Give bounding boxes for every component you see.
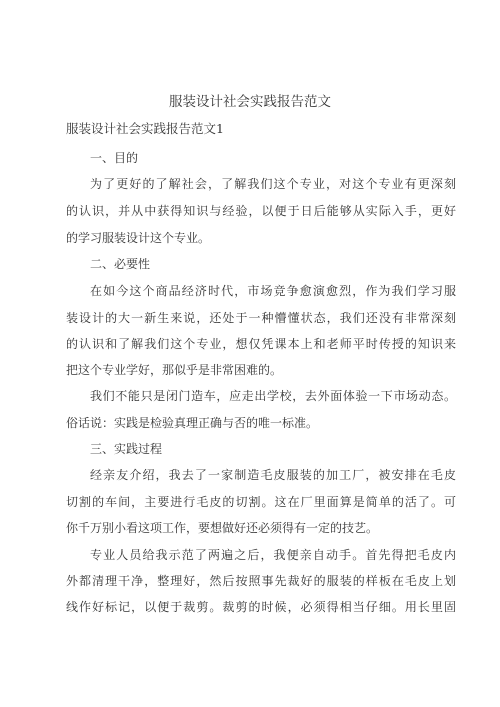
paragraph-line: 线作好标记，以便于裁剪。裁剪的时候，必须得相当仔细。用长里固	[66, 600, 456, 614]
paragraph-line: 装设计的大一新生来说，还处于一种懵懂状态，我们还没有非常深刻	[66, 311, 456, 325]
paragraph-line: 在如今这个商品经济时代，市场竞争愈演愈烈，作为我们学习服	[90, 284, 456, 298]
paragraph-line: 把这个专业学好，那似乎是非常困难的。	[66, 363, 283, 377]
paragraph-line: 专业人员给我示范了两遍之后，我便亲自动手。首先得把毛皮内	[90, 548, 456, 562]
paragraph-line: 俗话说：实践是检验真理正确与否的唯一标准。	[66, 416, 319, 430]
section-heading: 一、目的	[90, 151, 139, 165]
paragraph-line: 切割的车间，主要进行毛皮的切割。这在厂里面算是简单的活了。可	[66, 495, 456, 509]
document-title: 服装设计社会实践报告范文	[169, 94, 331, 110]
paragraph-line: 的认识和了解我们这个专业，想仅凭课本上和老师平时传授的知识来	[66, 337, 456, 351]
paragraph-line: 我们不能只是闭门造车，应走出学校，去外面体验一下市场动态。	[90, 389, 456, 403]
section-heading: 三、实践过程	[90, 442, 163, 456]
paragraph-line: 的认识，并从中获得知识与经验，以便于日后能够从实际入手，更好	[66, 204, 456, 218]
section-heading: 二、必要性	[90, 257, 151, 271]
paragraph-line: 经亲友介绍，我去了一家制造毛皮服装的加工厂，被安排在毛皮	[90, 468, 456, 482]
document-subtitle: 服装设计社会实践报告范文1	[66, 121, 224, 136]
paragraph-line: 你千万别小看这项工作，要想做好还必须得有一定的技艺。	[66, 521, 379, 535]
paragraph-line: 为了更好的了解社会，了解我们这个专业，对这个专业有更深刻	[90, 177, 456, 191]
paragraph-line: 的学习服装设计这个专业。	[66, 231, 211, 245]
paragraph-line: 外都清理干净，整理好，然后按照事先裁好的服装的样板在毛皮上划	[66, 574, 456, 588]
